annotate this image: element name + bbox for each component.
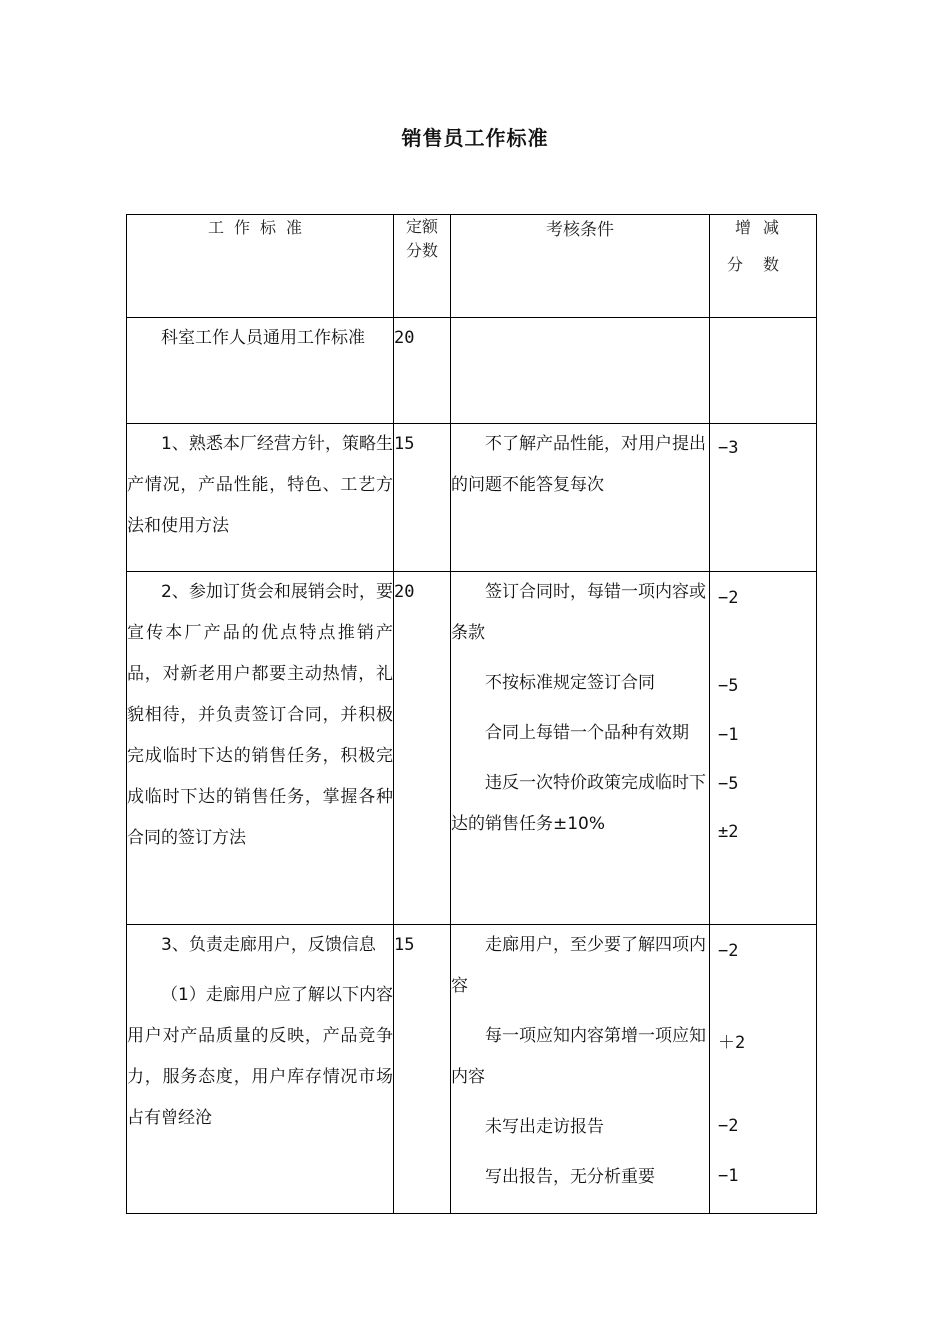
table-row [127, 424, 817, 572]
condition-text: 签订合同时，每错一项内容或条款 [451, 582, 706, 643]
condition-text: 不了解产品性能，对用户提出的问题不能答复每次 [451, 434, 706, 495]
standard-text: 2、参加订货会和展销会时，要宣传本厂产品的优点特点推销产品，对新老用户都要主动热情，礼貌相待，并负责签订合同，并积极完成临时下达的销售任务，积极完成临时下达的销售任务，掌握各种合同的签订方法 [127, 582, 393, 848]
standard-text: （1）走廊用户应了解以下内容用户对产品质量的反映，产品竞争力，服务态度，用户库存情况市场占有曾经沧 [127, 985, 393, 1128]
adjust-cell [710, 424, 817, 572]
page-title: 销售员工作标准 [401, 126, 549, 150]
quota-cell: 20 [394, 572, 451, 925]
condition-cell [451, 925, 710, 1214]
condition-text: 合同上每错一个品种有效期 [485, 723, 689, 743]
adjust-value: −1 [718, 725, 739, 745]
adjust-value: −2 [718, 1116, 739, 1136]
table-row [127, 925, 817, 1214]
condition-text: 写出报告，无分析重要 [485, 1167, 655, 1187]
header-adjust-line1: 增减 [734, 218, 791, 237]
standard-cell [127, 925, 394, 1214]
standard-cell [127, 318, 394, 424]
header-standard [127, 215, 394, 318]
adjust-value: −5 [718, 774, 739, 794]
header-adjust-line2: 分数 [726, 255, 799, 274]
adjust-value: −1 [718, 1166, 739, 1186]
adjust-value: −2 [718, 941, 739, 961]
adjust-cell [710, 318, 817, 424]
header-quota-line1: 定额 [405, 217, 438, 236]
quota-cell: 20 [394, 318, 451, 424]
standard-cell [127, 572, 394, 925]
condition-cell [451, 318, 710, 424]
condition-text: 未写出走访报告 [485, 1117, 604, 1137]
condition-cell [451, 572, 710, 925]
condition-text: 违反一次特价政策完成临时下达的销售任务±10% [451, 773, 706, 834]
adjust-value: ＋2 [718, 1033, 746, 1053]
condition-cell [451, 424, 710, 572]
table-row [127, 318, 817, 424]
header-quota-line2: 分数 [405, 241, 438, 260]
quota-cell: 15 [394, 925, 451, 1214]
condition-text: 走廊用户，至少要了解四项内容 [451, 935, 706, 996]
adjust-value: ±2 [718, 822, 739, 842]
header-standard-label: 工作标准 [207, 218, 312, 237]
standard-text: 3、负责走廊用户，反馈信息 [161, 935, 376, 955]
header-condition: 考核条件 [451, 215, 710, 318]
standard-text: 1、熟悉本厂经营方针，策略生产情况，产品性能，特色、工艺方法和使用方法 [127, 434, 393, 536]
adjust-value: −3 [718, 438, 739, 458]
header-quota [394, 215, 451, 318]
adjust-value: −5 [718, 676, 739, 696]
quota-cell: 15 [394, 424, 451, 572]
adjust-cell [710, 572, 817, 925]
adjust-cell [710, 925, 817, 1214]
adjust-value: −2 [718, 588, 739, 608]
standard-text: 科室工作人员通用工作标准 [161, 328, 365, 348]
table-row [127, 572, 817, 925]
standard-cell [127, 424, 394, 572]
header-adjust [710, 215, 817, 318]
condition-text: 不按标准规定签订合同 [485, 673, 655, 693]
condition-text: 每一项应知内容第增一项应知内容 [451, 1026, 706, 1087]
standards-table [126, 214, 817, 1214]
table-header-row [127, 215, 817, 318]
